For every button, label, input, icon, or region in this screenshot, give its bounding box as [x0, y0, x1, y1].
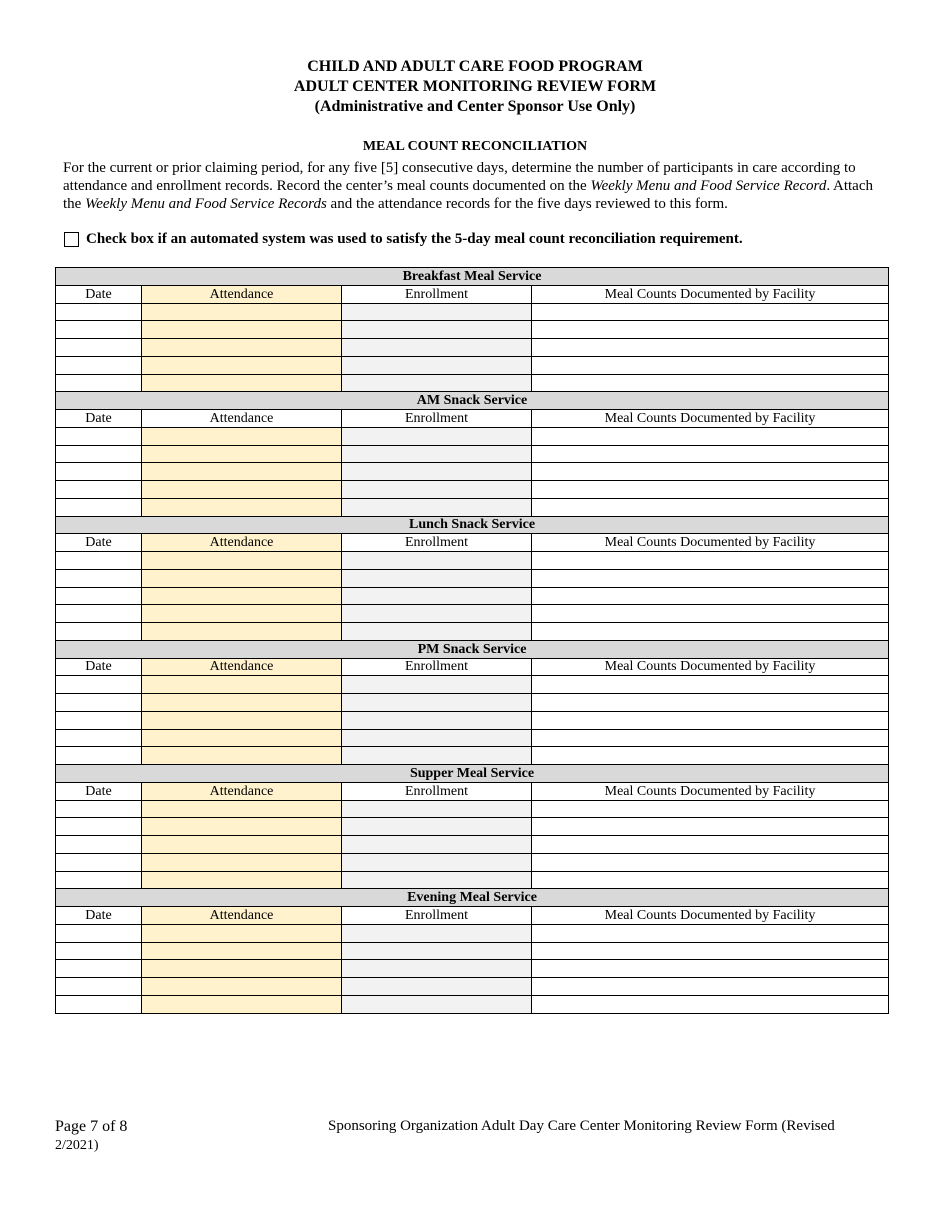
column-header-enrollment: Enrollment — [342, 782, 532, 800]
form-subtitle: (Administrative and Center Sponsor Use Only) — [314, 98, 636, 115]
date-cell[interactable] — [56, 960, 142, 978]
date-cell[interactable] — [56, 995, 142, 1013]
enrollment-cell[interactable] — [342, 729, 532, 747]
enrollment-cell[interactable] — [342, 321, 532, 339]
meal-counts-cell[interactable] — [532, 374, 889, 392]
instructions-italic-2: Weekly Menu and Food Service Records — [85, 196, 327, 212]
attendance-cell[interactable] — [142, 694, 342, 712]
column-header-meal-counts: Meal Counts Documented by Facility — [532, 285, 889, 303]
attendance-cell[interactable] — [142, 587, 342, 605]
revision-date: 2/2021) — [55, 1138, 99, 1153]
date-cell[interactable] — [56, 481, 142, 499]
date-cell[interactable] — [56, 729, 142, 747]
enrollment-cell[interactable] — [342, 481, 532, 499]
page-number: Page 7 of 8 — [55, 1118, 128, 1135]
meal-counts-cell[interactable] — [532, 552, 889, 570]
date-cell[interactable] — [56, 853, 142, 871]
column-header-meal-counts: Meal Counts Documented by Facility — [532, 534, 889, 552]
table-row — [56, 995, 889, 1013]
date-cell[interactable] — [56, 427, 142, 445]
instructions-text-1: For the current or prior claiming period, for any five [5] consecutive days, determine the number of participants in care according to attendance and enrollment records. Record the center’s meal counts documented on the — [63, 160, 856, 194]
attendance-cell[interactable] — [142, 853, 342, 871]
enrollment-cell[interactable] — [342, 800, 532, 818]
meal-service-title: Breakfast Meal Service — [56, 268, 889, 286]
attendance-cell[interactable] — [142, 339, 342, 357]
column-header-meal-counts: Meal Counts Documented by Facility — [532, 658, 889, 676]
attendance-cell[interactable] — [142, 569, 342, 587]
table-row — [56, 605, 889, 623]
program-title: CHILD AND ADULT CARE FOOD PROGRAM — [307, 58, 643, 75]
enrollment-cell[interactable] — [342, 569, 532, 587]
attendance-cell[interactable] — [142, 978, 342, 996]
attendance-cell[interactable] — [142, 463, 342, 481]
table-row — [56, 427, 889, 445]
instructions-paragraph — [63, 159, 893, 213]
attendance-cell[interactable] — [142, 871, 342, 889]
table-row — [56, 729, 889, 747]
section-header-row — [56, 268, 889, 286]
section-header-row — [56, 640, 889, 658]
attendance-cell[interactable] — [142, 729, 342, 747]
enrollment-cell[interactable] — [342, 924, 532, 942]
enrollment-cell[interactable] — [342, 498, 532, 516]
date-cell[interactable] — [56, 445, 142, 463]
date-cell[interactable] — [56, 836, 142, 854]
section-header-row — [56, 392, 889, 410]
table-row — [56, 960, 889, 978]
enrollment-cell[interactable] — [342, 445, 532, 463]
instructions-italic-1: Weekly Menu and Food Service Record — [590, 178, 827, 194]
column-header-attendance: Attendance — [142, 285, 342, 303]
enrollment-cell[interactable] — [342, 942, 532, 960]
table-row — [56, 463, 889, 481]
enrollment-cell[interactable] — [342, 836, 532, 854]
table-row — [56, 339, 889, 357]
date-cell[interactable] — [56, 871, 142, 889]
column-header-row — [56, 782, 889, 800]
meal-counts-cell[interactable] — [532, 427, 889, 445]
attendance-cell[interactable] — [142, 321, 342, 339]
attendance-cell[interactable] — [142, 445, 342, 463]
table-row — [56, 303, 889, 321]
column-header-row — [56, 658, 889, 676]
date-cell[interactable] — [56, 924, 142, 942]
column-header-enrollment: Enrollment — [342, 410, 532, 428]
meal-counts-cell[interactable] — [532, 747, 889, 765]
table-row — [56, 924, 889, 942]
column-header-enrollment: Enrollment — [342, 658, 532, 676]
meal-counts-cell[interactable] — [532, 481, 889, 499]
attendance-cell[interactable] — [142, 836, 342, 854]
meal-service-title: PM Snack Service — [56, 640, 889, 658]
enrollment-cell[interactable] — [342, 960, 532, 978]
enrollment-cell[interactable] — [342, 818, 532, 836]
date-cell[interactable] — [56, 676, 142, 694]
table-row — [56, 498, 889, 516]
meal-service-title: AM Snack Service — [56, 392, 889, 410]
meal-counts-cell[interactable] — [532, 356, 889, 374]
attendance-cell[interactable] — [142, 356, 342, 374]
attendance-cell[interactable] — [142, 800, 342, 818]
instructions-text-2: . Attach the — [63, 178, 873, 212]
enrollment-cell[interactable] — [342, 427, 532, 445]
column-header-date: Date — [56, 410, 142, 428]
table-row — [56, 356, 889, 374]
column-header-row — [56, 907, 889, 925]
column-header-attendance: Attendance — [142, 410, 342, 428]
instructions-text-3: and the attendance records for the five days reviewed to this form. — [326, 196, 728, 212]
table-row — [56, 747, 889, 765]
attendance-cell[interactable] — [142, 605, 342, 623]
attendance-cell[interactable] — [142, 676, 342, 694]
column-header-row — [56, 285, 889, 303]
enrollment-cell[interactable] — [342, 623, 532, 641]
attendance-cell[interactable] — [142, 498, 342, 516]
attendance-cell[interactable] — [142, 552, 342, 570]
date-cell[interactable] — [56, 978, 142, 996]
meal-counts-cell[interactable] — [532, 587, 889, 605]
table-row — [56, 694, 889, 712]
automated-system-checkbox[interactable] — [64, 232, 79, 247]
meal-counts-cell[interactable] — [532, 694, 889, 712]
date-cell[interactable] — [56, 303, 142, 321]
meal-counts-cell[interactable] — [532, 321, 889, 339]
enrollment-cell[interactable] — [342, 587, 532, 605]
column-header-attendance: Attendance — [142, 907, 342, 925]
automated-system-checkbox-row[interactable] — [64, 231, 743, 248]
meal-counts-cell[interactable] — [532, 303, 889, 321]
automated-system-checkbox-label: Check box if an automated system was used to satisfy the 5-day meal count reconciliation requirement. — [86, 231, 743, 247]
enrollment-cell[interactable] — [342, 995, 532, 1013]
column-header-row — [56, 410, 889, 428]
enrollment-cell[interactable] — [342, 356, 532, 374]
date-cell[interactable] — [56, 800, 142, 818]
meal-service-title: Evening Meal Service — [56, 889, 889, 907]
attendance-cell[interactable] — [142, 427, 342, 445]
enrollment-cell[interactable] — [342, 978, 532, 996]
meal-counts-cell[interactable] — [532, 818, 889, 836]
table-row — [56, 871, 889, 889]
meal-counts-cell[interactable] — [532, 800, 889, 818]
attendance-cell[interactable] — [142, 924, 342, 942]
date-cell[interactable] — [56, 321, 142, 339]
date-cell[interactable] — [56, 623, 142, 641]
enrollment-cell[interactable] — [342, 605, 532, 623]
date-cell[interactable] — [56, 356, 142, 374]
meal-counts-cell[interactable] — [532, 623, 889, 641]
meal-counts-cell[interactable] — [532, 676, 889, 694]
attendance-cell[interactable] — [142, 960, 342, 978]
enrollment-cell[interactable] — [342, 552, 532, 570]
date-cell[interactable] — [56, 552, 142, 570]
table-row — [56, 800, 889, 818]
meal-counts-cell[interactable] — [532, 339, 889, 357]
attendance-cell[interactable] — [142, 942, 342, 960]
table-row — [56, 853, 889, 871]
date-cell[interactable] — [56, 818, 142, 836]
meal-counts-cell[interactable] — [532, 605, 889, 623]
date-cell[interactable] — [56, 587, 142, 605]
attendance-cell[interactable] — [142, 711, 342, 729]
meal-counts-cell[interactable] — [532, 569, 889, 587]
enrollment-cell[interactable] — [342, 853, 532, 871]
table-row — [56, 445, 889, 463]
meal-service-title: Supper Meal Service — [56, 765, 889, 783]
meal-counts-cell[interactable] — [532, 498, 889, 516]
enrollment-cell[interactable] — [342, 374, 532, 392]
column-header-enrollment: Enrollment — [342, 285, 532, 303]
attendance-cell[interactable] — [142, 747, 342, 765]
table-row — [56, 587, 889, 605]
date-cell[interactable] — [56, 942, 142, 960]
section-title: MEAL COUNT RECONCILIATION — [362, 139, 588, 154]
enrollment-cell[interactable] — [342, 871, 532, 889]
meal-counts-cell[interactable] — [532, 463, 889, 481]
column-header-date: Date — [56, 907, 142, 925]
meal-counts-cell[interactable] — [532, 445, 889, 463]
meal-counts-cell[interactable] — [532, 836, 889, 854]
meal-counts-cell[interactable] — [532, 729, 889, 747]
date-cell[interactable] — [56, 339, 142, 357]
date-cell[interactable] — [56, 374, 142, 392]
table-row — [56, 978, 889, 996]
enrollment-cell[interactable] — [342, 711, 532, 729]
enrollment-cell[interactable] — [342, 747, 532, 765]
table-row — [56, 552, 889, 570]
enrollment-cell[interactable] — [342, 694, 532, 712]
column-header-attendance: Attendance — [142, 534, 342, 552]
date-cell[interactable] — [56, 747, 142, 765]
table-row — [56, 623, 889, 641]
column-header-date: Date — [56, 285, 142, 303]
column-header-meal-counts: Meal Counts Documented by Facility — [532, 907, 889, 925]
form-header — [0, 57, 950, 117]
table-row — [56, 481, 889, 499]
footer-page-info — [55, 1117, 127, 1155]
table-row — [56, 676, 889, 694]
table-row — [56, 711, 889, 729]
attendance-cell[interactable] — [142, 481, 342, 499]
attendance-cell[interactable] — [142, 374, 342, 392]
enrollment-cell[interactable] — [342, 463, 532, 481]
column-header-attendance: Attendance — [142, 658, 342, 676]
meal-service-title: Lunch Snack Service — [56, 516, 889, 534]
date-cell[interactable] — [56, 711, 142, 729]
meal-counts-cell[interactable] — [532, 871, 889, 889]
date-cell[interactable] — [56, 694, 142, 712]
date-cell[interactable] — [56, 498, 142, 516]
table-row — [56, 818, 889, 836]
meal-count-table — [55, 267, 889, 1014]
attendance-cell[interactable] — [142, 303, 342, 321]
meal-counts-cell[interactable] — [532, 711, 889, 729]
section-header-row — [56, 765, 889, 783]
meal-counts-cell[interactable] — [532, 924, 889, 942]
date-cell[interactable] — [56, 605, 142, 623]
column-header-date: Date — [56, 782, 142, 800]
enrollment-cell[interactable] — [342, 339, 532, 357]
section-header-row — [56, 516, 889, 534]
column-header-date: Date — [56, 534, 142, 552]
table-row — [56, 942, 889, 960]
column-header-attendance: Attendance — [142, 782, 342, 800]
date-cell[interactable] — [56, 463, 142, 481]
column-header-enrollment: Enrollment — [342, 907, 532, 925]
date-cell[interactable] — [56, 569, 142, 587]
column-header-meal-counts: Meal Counts Documented by Facility — [532, 782, 889, 800]
attendance-cell[interactable] — [142, 818, 342, 836]
attendance-cell[interactable] — [142, 623, 342, 641]
form-title: ADULT CENTER MONITORING REVIEW FORM — [293, 78, 657, 95]
enrollment-cell[interactable] — [342, 303, 532, 321]
meal-counts-cell[interactable] — [532, 960, 889, 978]
column-header-date: Date — [56, 658, 142, 676]
table-row — [56, 836, 889, 854]
attendance-cell[interactable] — [142, 995, 342, 1013]
column-header-meal-counts: Meal Counts Documented by Facility — [532, 410, 889, 428]
meal-counts-cell[interactable] — [532, 942, 889, 960]
section-header-row — [56, 889, 889, 907]
column-header-enrollment: Enrollment — [342, 534, 532, 552]
table-row — [56, 374, 889, 392]
column-header-row — [56, 534, 889, 552]
meal-counts-cell[interactable] — [532, 995, 889, 1013]
table-row — [56, 569, 889, 587]
table-row — [56, 321, 889, 339]
enrollment-cell[interactable] — [342, 676, 532, 694]
meal-counts-cell[interactable] — [532, 853, 889, 871]
meal-counts-cell[interactable] — [532, 978, 889, 996]
footer-form-name: Sponsoring Organization Adult Day Care Center Monitoring Review Form (Revised — [328, 1118, 835, 1134]
